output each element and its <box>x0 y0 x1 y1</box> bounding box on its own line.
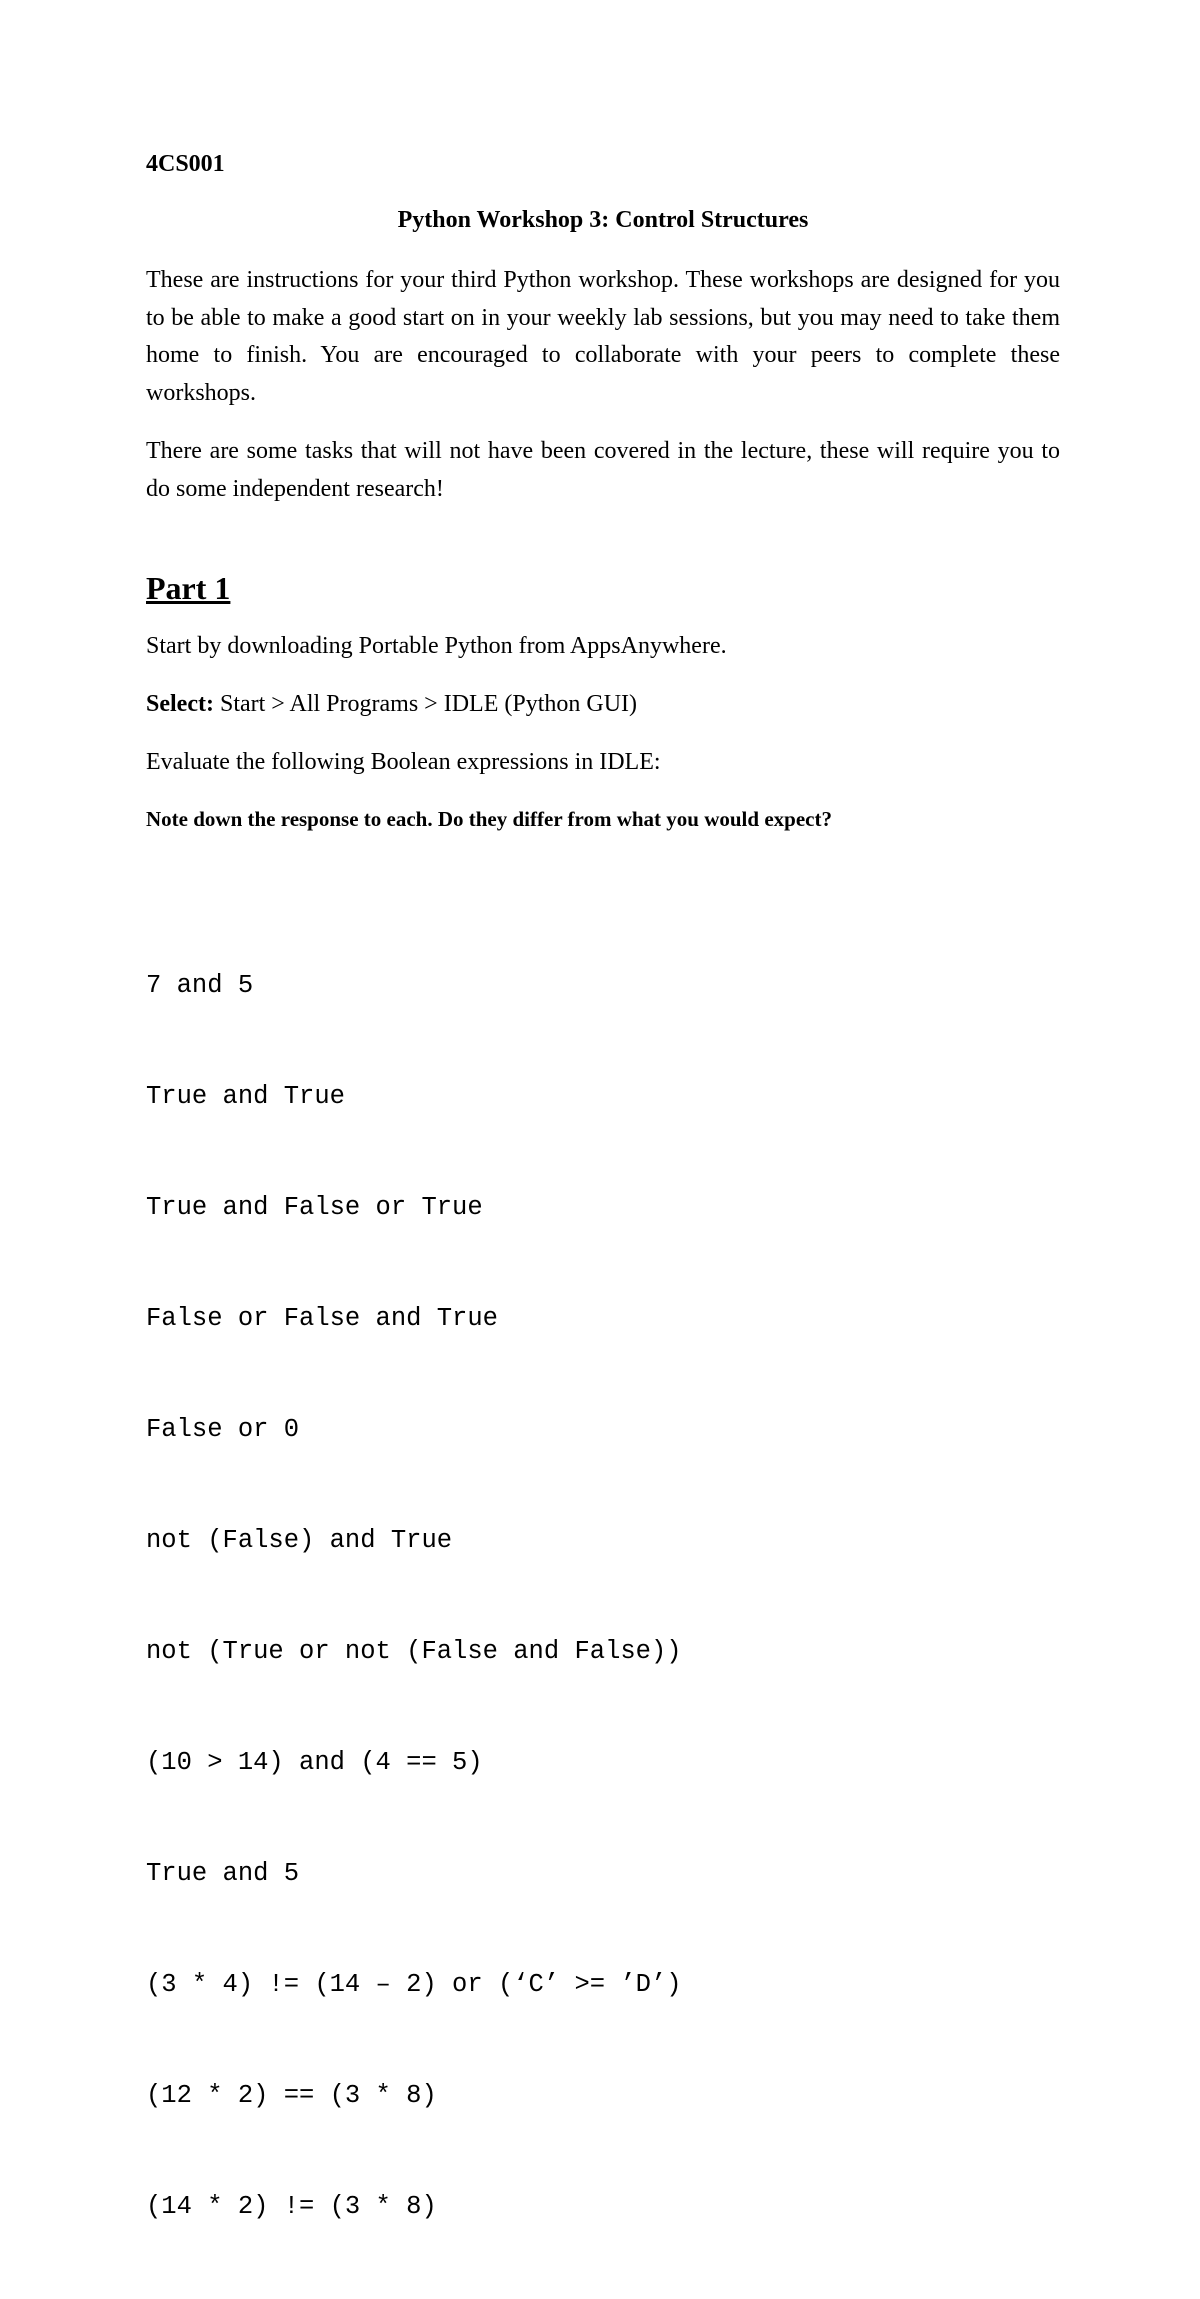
select-instruction <box>146 688 637 720</box>
select-path: Start > All Programs > IDLE (Python GUI) <box>213 691 638 717</box>
select-label: Select: <box>146 691 214 717</box>
code-line: (12 * 2) == (3 * 8) <box>146 2081 437 2110</box>
code-line: False or False and True <box>146 1304 498 1333</box>
code-line: 7 and 5 <box>146 971 254 1000</box>
code-line: True and True <box>146 1082 345 1111</box>
code-line: (14 * 2) != (3 * 8) <box>146 2192 437 2221</box>
code-line: (10 > 14) and (4 == 5) <box>146 1748 483 1777</box>
code-line: not (False) and True <box>146 1526 453 1555</box>
code-line: False or 0 <box>146 1415 300 1444</box>
code-line: True and False or True <box>146 1193 483 1222</box>
part-1-heading: Part 1 <box>146 570 231 606</box>
start-instruction: Start by downloading Portable Python from AppsAnywhere. <box>146 633 727 659</box>
note-instruction: Note down the response to each. Do they differ from what you would expect? <box>146 807 832 831</box>
code-line: not (True or not (False and False)) <box>146 1637 682 1666</box>
course-code: 4CS001 <box>146 151 225 177</box>
code-line: (3 * 4) != (14 – 2) or (‘C’ >= ’D’) <box>146 1970 682 1999</box>
document-title: Python Workshop 3: Control Structures <box>397 207 809 233</box>
intro-paragraph-2: There are some tasks that will not have been covered in the lecture, these will require you to do some independent research! <box>146 438 1060 502</box>
code-line: True and 5 <box>146 1859 300 1888</box>
intro-paragraph-1: These are instructions for your third Python workshop. These workshops are designed for you to be able to make a good start on in your weekly lab sessions, but you may need to take them home to finish. You are encouraged to collaborate with your peers to complete these workshops. <box>146 267 1060 406</box>
boolean-expressions-code-block <box>146 893 682 2299</box>
evaluate-instruction: Evaluate the following Boolean expressions in IDLE: <box>146 749 661 775</box>
